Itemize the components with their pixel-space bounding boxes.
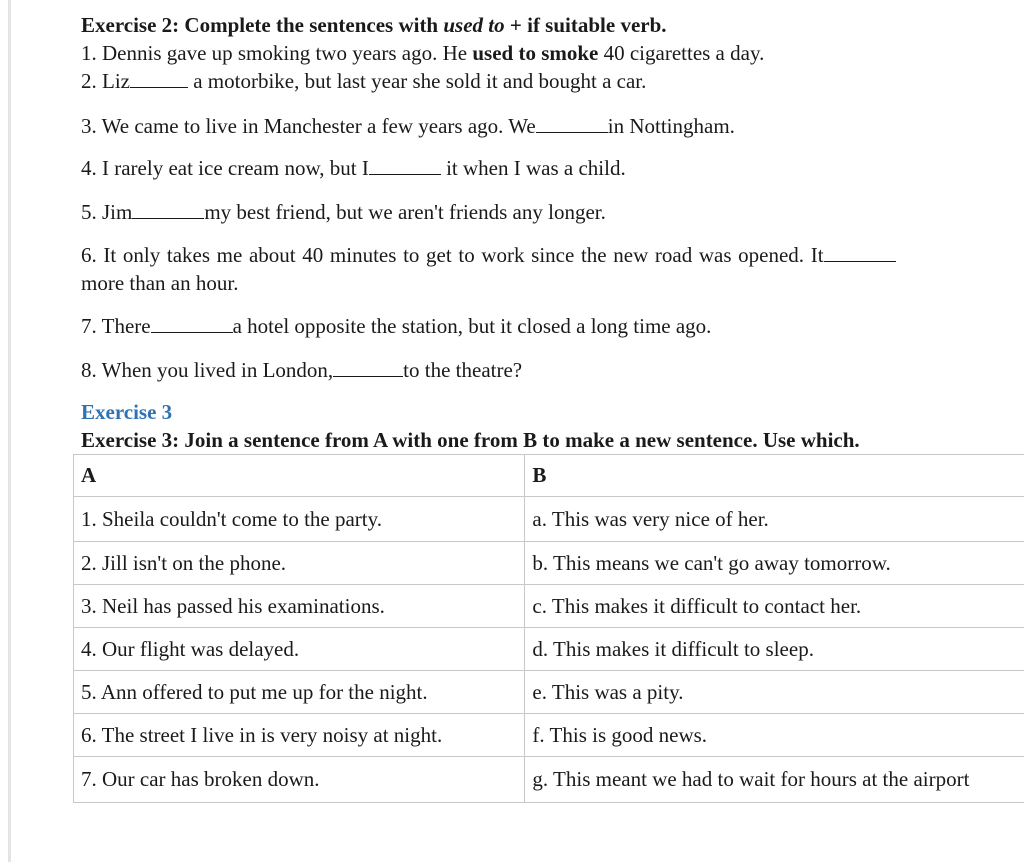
- sentence-4: 4. I rarely eat ice cream now, but I it when I was a child.: [81, 156, 626, 180]
- table-header-row: [74, 455, 1024, 497]
- matching-table: [73, 454, 1024, 803]
- sentence-a-cell: 1. Sheila couldn't come to the party.: [74, 497, 525, 542]
- sentence-7: 7. There a hotel opposite the station, but it closed a long time ago.: [81, 314, 712, 338]
- sentence-5: 5. Jim my best friend, but we aren't friends any longer.: [81, 200, 606, 224]
- sentence-1: 1. Dennis gave up smoking two years ago. He used to smoke 40 cigarettes a day.: [81, 41, 765, 65]
- answer-blank[interactable]: [369, 154, 441, 175]
- answer-blank[interactable]: [132, 198, 204, 219]
- table-row: [74, 714, 1024, 757]
- answer-blank[interactable]: [333, 356, 403, 377]
- table-row: [74, 628, 1024, 671]
- column-b-header: B: [525, 455, 1024, 497]
- sentence-a-cell: 4. Our flight was delayed.: [74, 628, 525, 671]
- answer-blank[interactable]: [151, 312, 233, 333]
- column-a-header: A: [74, 455, 525, 497]
- sentence-a-cell: 5. Ann offered to put me up for the night.: [74, 671, 525, 714]
- table-row: [74, 757, 1024, 803]
- answer-blank[interactable]: [824, 241, 896, 262]
- sentence-a-cell: 3. Neil has passed his examinations.: [74, 585, 525, 628]
- answer-blank[interactable]: [130, 67, 188, 88]
- sentence-b-cell: a. This was very nice of her.: [525, 497, 1024, 542]
- exercise-2-heading: Exercise 2: Complete the sentences with used to + if suitable verb.: [81, 13, 667, 37]
- sentence-6-continuation: more than an hour.: [81, 271, 239, 295]
- table-row: [74, 497, 1024, 542]
- sentence-6: 6. It only takes me about 40 minutes to get to work since the new road was opened. It: [81, 241, 896, 269]
- sentence-b-cell: e. This was a pity.: [525, 671, 1024, 714]
- sentence-8: 8. When you lived in London, to the theatre?: [81, 358, 523, 382]
- sentence-a-cell: 6. The street I live in is very noisy at night.: [74, 714, 525, 757]
- table-row: [74, 542, 1024, 585]
- answer-blank[interactable]: [536, 112, 608, 133]
- table-row: [74, 671, 1024, 714]
- sentence-a-cell: 2. Jill isn't on the phone.: [74, 542, 525, 585]
- sentence-3: 3. We came to live in Manchester a few years ago. We in Nottingham.: [81, 114, 735, 138]
- sentence-b-cell: f. This is good news.: [525, 714, 1024, 757]
- sentence-2: 2. Liz a motorbike, but last year she sold it and bought a car.: [81, 69, 647, 93]
- sentence-b-cell: d. This makes it difficult to sleep.: [525, 628, 1024, 671]
- page-left-border: [8, 0, 11, 862]
- exercise-3-instruction: Exercise 3: Join a sentence from A with one from B to make a new sentence. Use which.: [81, 428, 860, 452]
- sentence-b-cell: b. This means we can't go away tomorrow.: [525, 542, 1024, 585]
- table-row: [74, 585, 1024, 628]
- sentence-b-cell: g. This meant we had to wait for hours at the airport: [525, 757, 1024, 803]
- exercise-3-title: Exercise 3: [81, 400, 173, 424]
- sentence-b-cell: c. This makes it difficult to contact her.: [525, 585, 1024, 628]
- sentence-a-cell: 7. Our car has broken down.: [74, 757, 525, 803]
